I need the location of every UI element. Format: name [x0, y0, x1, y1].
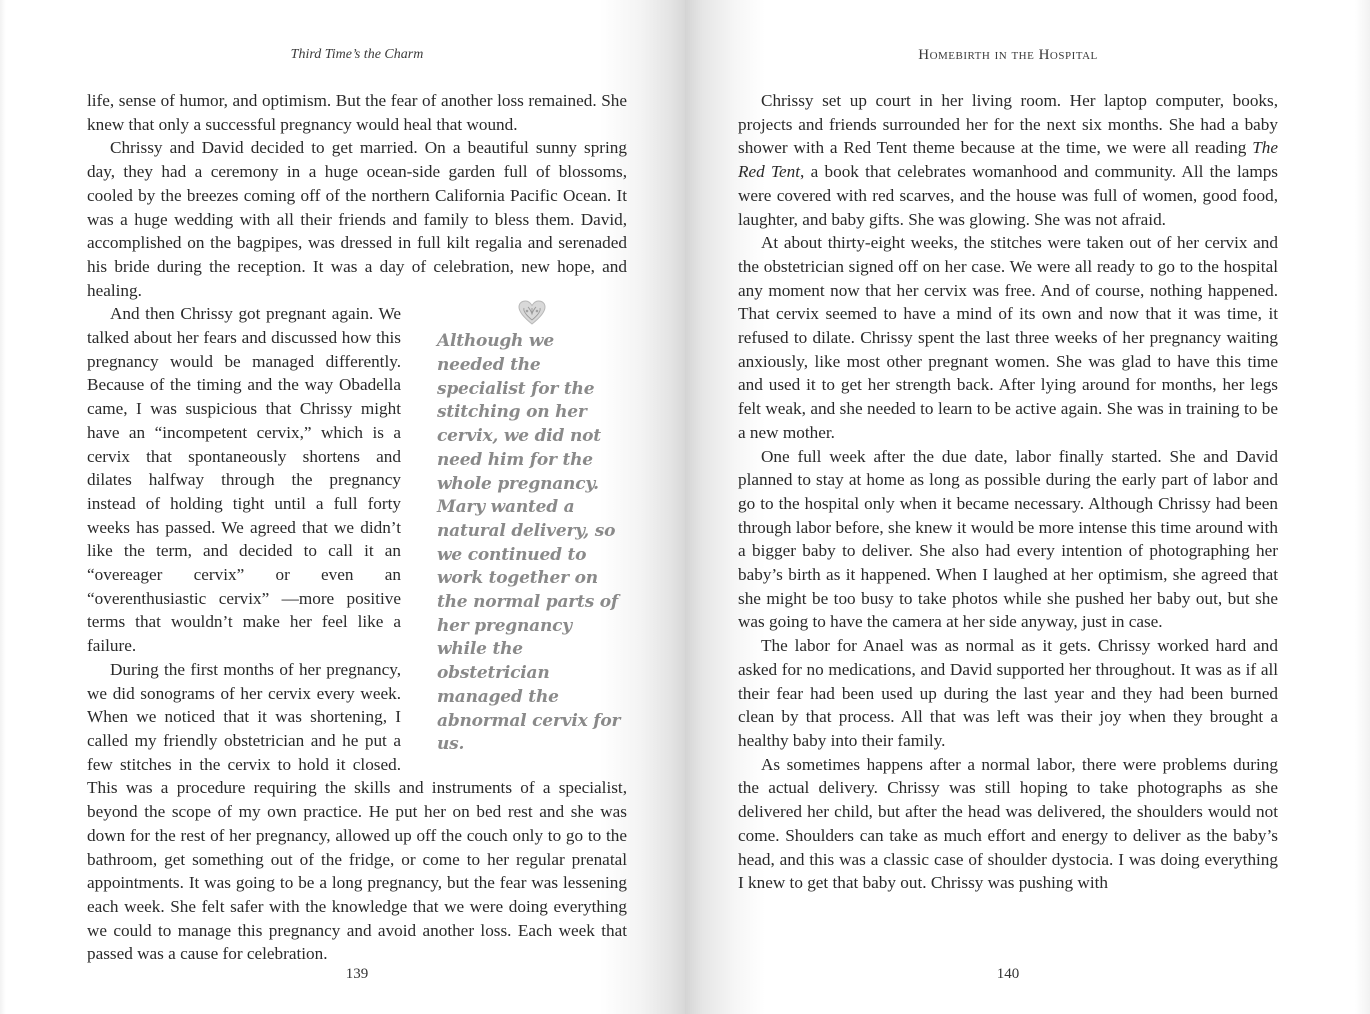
pull-quote-text: Although we needed the specialist for the stitching on her cervix, we did not need him for the whole pregnancy. Mary wanted a natural delivery, so we continued to work together on the normal parts of her pregnancy while the obstetrician managed the abnormal cervix for us.	[437, 331, 621, 755]
right-page	[685, 0, 1370, 1014]
pull-quote	[437, 302, 627, 757]
right-page-body	[738, 89, 1278, 895]
paragraph-text: , a book that celebrates womanhood and community. All the lamps were covered with red scarves, and the house was full of women, good food, laughter, and baby gifts. She was glowing. She was not afraid.	[738, 162, 1278, 229]
left-page-body	[87, 89, 627, 966]
book-title: The Red Tent	[738, 138, 1278, 182]
paragraph: As sometimes happens after a normal labor, there were problems during the actual delivery. Chrissy was still hoping to take photographs as she delivered her child, but after the head was delivered, the shoulders would not come. Shoulders can take as much effort and energy to deliver as the baby’s head, and this was a classic case of shoulder dystocia. I was doing everything I knew to get that baby out. Chrissy was pushing with	[738, 754, 1278, 893]
page-number-right: 140	[996, 966, 1020, 982]
paragraph: And then Chrissy got pregnant again. We talked about her fears and discussed how this pregnancy would be managed differently. Because of the timing and the way Obadella came, I was suspicious that Chrissy might have an “incompetent cervix,” which is a cervix that spontaneously shortens and dilates halfway through the pregnancy instead of holding tight until a full forty weeks has passed. We agreed that we didn’t like the term, and decided to call it an “overeager cervix” or even an “overenthusiastic cervix” —more positive terms that wouldn’t make her feel like a failure.	[87, 304, 401, 656]
heart-ornament-icon	[437, 300, 627, 326]
running-head-right: Homebirth in the Hospital	[918, 47, 1098, 63]
paragraph: The labor for Anael was as normal as it gets. Chrissy worked hard and asked for no medications, and David supported her throughout. It was as if all their fear had been used up during the last year and they had been burned clean by that process. All that was left was their joy when they brought a healthy baby into their family.	[738, 636, 1278, 750]
paragraph: During the first months of her pregnancy, we did sonograms of her cervix every week. When we noticed that it was shortening, I called my friendly obstetrician and he put a few stitches in the cervix to hold it closed. This was a procedure requiring the skills and instruments of a specialist, beyond the scope of my own practice. He put her on bed rest and she was down for the rest of her pregnancy, allowed up off the couch only to go to the bathroom, get something out of the fridge, or come to her regular prenatal appointments. It was going to be a long pregnancy, but the fear was lessening each week. She felt safer with the knowledge that we were doing everything we could to manage this pregnancy and avoid another loss. Each week that passed was a cause for celebration.	[87, 659, 627, 964]
paragraph: At about thirty-eight weeks, the stitches were taken out of her cervix and the obstetrician signed off on her case. We were all ready to go to the hospital any moment now that her cervix was free. And of course, nothing happened. That cervix seemed to have a mind of its own and now that it was time, it refused to dilate. Chrissy spent the last three weeks of her pregnancy waiting anxiously, like most other pregnant women. She was glad to have this time and used it to get her strength back. After lying around for months, her legs felt weak, and she needed to learn to be active again. She was in training to be a new mother.	[738, 233, 1278, 442]
paragraph	[738, 89, 1278, 231]
paragraph: life, sense of humor, and optimism. But the fear of another loss remained. She knew that only a successful pregnancy would heal that wound.	[87, 91, 627, 134]
page-number-left: 139	[345, 966, 369, 982]
paragraph-text: Chrissy set up court in her living room. Her laptop computer, books, projects and friends surrounded her for the next six months. She had a baby shower with a Red Tent theme because at the time, we were all reading	[738, 91, 1278, 158]
paragraph: Chrissy and David decided to get married. On a beautiful sunny spring day, they had a ceremony in a huge ocean-side garden full of blossoms, cooled by the breezes coming off of the northern California Pacific Ocean. It was a huge wedding with all their friends and family to bless them. David, accomplished on the bagpipes, was dressed in full kilt regalia and serenaded his bride during the reception. It was a day of celebration, new hope, and healing.	[87, 138, 627, 300]
running-head-left: Third Time’s the Charm	[290, 47, 424, 62]
paragraph: One full week after the due date, labor finally started. She and David planned to stay at home as long as possible during the early part of labor and go to the hospital only when it became necessary. Although Chrissy had been through labor before, she knew it would be more intense this time around with a bigger baby to deliver. She also had every intention of photographing her baby’s birth as it happened. When I laughed at her optimism, she agreed that she might be too busy to take photos while she pushed her baby out, but she was going to have the camera at her side anyway, just in case.	[738, 446, 1278, 632]
